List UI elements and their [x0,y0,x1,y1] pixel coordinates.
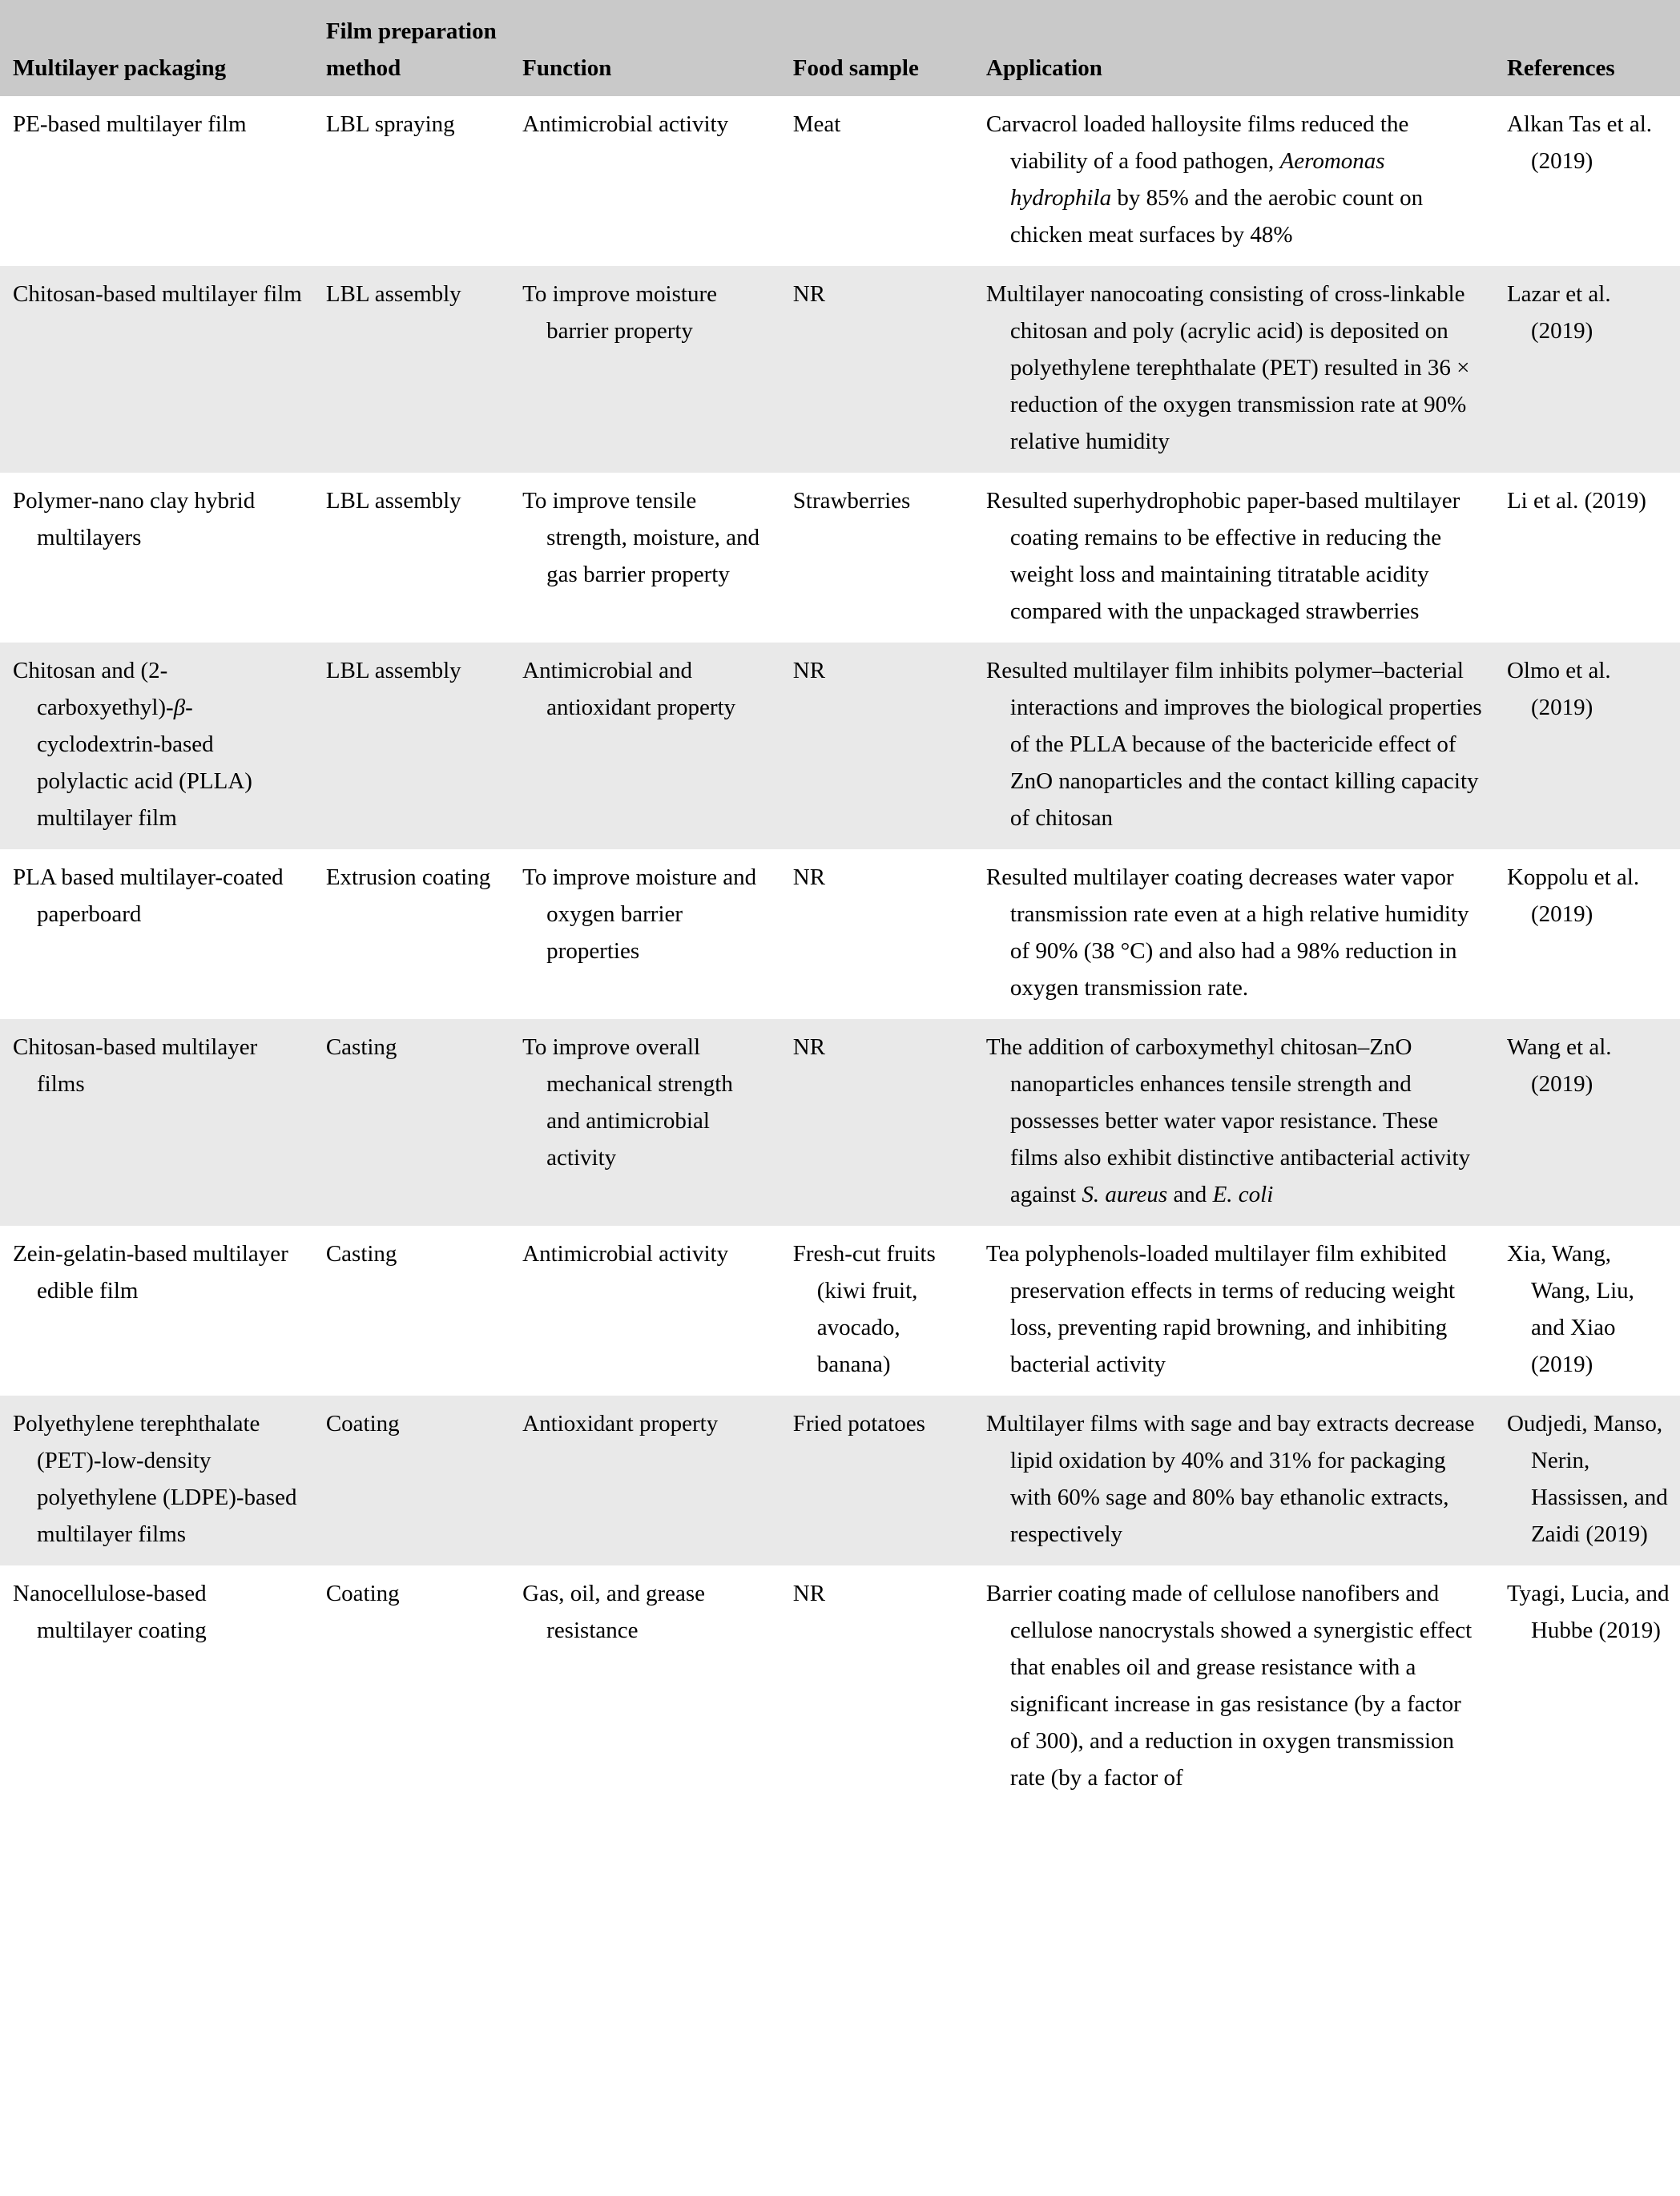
cell-references: Wang et al. (2019) [1506,1034,1612,1097]
col-header-references: References [1507,0,1680,96]
cell-packaging: Chitosan-based multilayer films [13,1034,258,1097]
cell-food-sample: Fried potatoes [792,1411,925,1436]
header-row [0,0,1680,96]
cell-function: Antimicrobial activity [522,1241,729,1267]
table-row [0,473,1680,643]
cell-food-sample: NR [792,658,826,683]
cell-references: Oudjedi, Manso, Nerin, Hassissen, and Zaidi (2019) [1506,1411,1668,1547]
cell-application: The addition of carboxymethyl chitosan–ZnO nanoparticles enhances tensile strength and possesses better water vapor resistance. These films also exhibit distinctive antibacterial activity against S. aureus and E. coli [985,1034,1471,1207]
cell-packaging: Polyethylene terephthalate (PET)-low-density polyethylene (LDPE)-based multilayer films [13,1411,297,1547]
table-row [0,1019,1680,1226]
cell-packaging: Nanocellulose-based multilayer coating [13,1581,207,1643]
table-row [0,643,1680,849]
col-header-application: Application [986,0,1507,96]
col-header-film-preparation-method: Film preparation method [326,0,522,96]
cell-application: Multilayer films with sage and bay extracts decrease lipid oxidation by 40% and 31% for packaging with 60% sage and 80% bay ethanolic extracts, respectively [985,1411,1475,1547]
cell-references: Olmo et al. (2019) [1506,658,1611,720]
cell-packaging: PLA based multilayer-coated paperboard [13,864,284,927]
cell-food-sample: NR [792,1581,826,1606]
cell-references: Alkan Tas et al. (2019) [1506,111,1653,174]
cell-method: Coating [325,1581,400,1606]
cell-application: Multilayer nanocoating consisting of cross-linkable chitosan and poly (acrylic acid) is deposited on polyethylene terephthalate (PET) resulted in 36 × reduction of the oxygen transmission rate at 90% relative humidity [985,281,1470,454]
table-row [0,1226,1680,1396]
table-row [0,849,1680,1019]
cell-method: Casting [325,1241,397,1267]
cell-application: Resulted multilayer film inhibits polymer–bacterial interactions and improves the biological properties of the PLLA because of the bactericide effect of ZnO nanoparticles and the contact killing capacity of chitosan [985,658,1482,831]
cell-food-sample: NR [792,1034,826,1060]
table-row [0,266,1680,473]
table-row [0,1396,1680,1565]
cell-packaging: PE-based multilayer film [13,111,247,137]
cell-food-sample: Fresh-cut fruits (kiwi fruit, avocado, banana) [792,1241,936,1377]
cell-food-sample: NR [792,281,826,307]
cell-references: Tyagi, Lucia, and Hubbe (2019) [1506,1581,1670,1643]
cell-function: To improve moisture and oxygen barrier properties [522,864,757,964]
col-header-function: Function [522,0,793,96]
cell-application: Barrier coating made of cellulose nanofibers and cellulose nanocrystals showed a synergistic effect that enables oil and grease resistance with a significant increase in gas resistance (by a factor of 300), and a reduction in oxygen transmission rate (by a factor of [985,1581,1473,1791]
cell-application: Tea polyphenols-loaded multilayer film exhibited preservation effects in terms of reducing weight loss, preventing rapid browning, and inhibiting bacterial activity [985,1241,1456,1377]
cell-food-sample: NR [792,864,826,890]
cell-food-sample: Meat [792,111,841,137]
cell-method: LBL assembly [325,658,461,683]
cell-packaging: Chitosan-based multilayer film [13,281,302,307]
cell-packaging: Chitosan and (2-carboxyethyl)-β-cyclodextrin-based polylactic acid (PLLA) multilayer film [13,658,252,831]
cell-references: Xia, Wang, Wang, Liu, and Xiao (2019) [1506,1241,1634,1377]
cell-application: Resulted multilayer coating decreases water vapor transmission rate even at a high relative humidity of 90% (38 °C) and also had a 98% reduction in oxygen transmission rate. [985,864,1469,1001]
cell-references: Lazar et al. (2019) [1506,281,1611,344]
cell-function: To improve tensile strength, moisture, and gas barrier property [522,488,759,587]
cell-method: Coating [325,1411,400,1436]
cell-packaging: Zein-gelatin-based multilayer edible film [13,1241,288,1303]
cell-function: Gas, oil, and grease resistance [522,1581,706,1643]
cell-function: To improve overall mechanical strength and antimicrobial activity [522,1034,733,1171]
col-header-multilayer-packaging: Multilayer packaging [0,0,326,96]
table-row [0,1565,1680,1809]
table-row [0,96,1680,266]
cell-application: Carvacrol loaded halloysite films reduced the viability of a food pathogen, Aeromonas hydrophila by 85% and the aerobic count on chicken meat surfaces by 48% [985,111,1424,248]
cell-function: Antimicrobial activity [522,111,729,137]
cell-function: To improve moisture barrier property [522,281,717,344]
cell-method: LBL spraying [325,111,455,137]
cell-method: LBL assembly [325,281,461,307]
cell-references: Li et al. (2019) [1506,488,1646,514]
cell-food-sample: Strawberries [792,488,911,514]
col-header-food-sample: Food sample [793,0,986,96]
cell-method: Extrusion coating [325,864,491,890]
cell-application: Resulted superhydrophobic paper-based multilayer coating remains to be effective in reducing the weight loss and maintaining titratable acidity compared with the unpackaged strawberries [985,488,1460,624]
cell-packaging: Polymer-nano clay hybrid multilayers [13,488,256,550]
cell-references: Koppolu et al. (2019) [1506,864,1640,927]
cell-function: Antimicrobial and antioxidant property [522,658,736,720]
cell-method: Casting [325,1034,397,1060]
cell-method: LBL assembly [325,488,461,514]
cell-function: Antioxidant property [522,1411,719,1436]
